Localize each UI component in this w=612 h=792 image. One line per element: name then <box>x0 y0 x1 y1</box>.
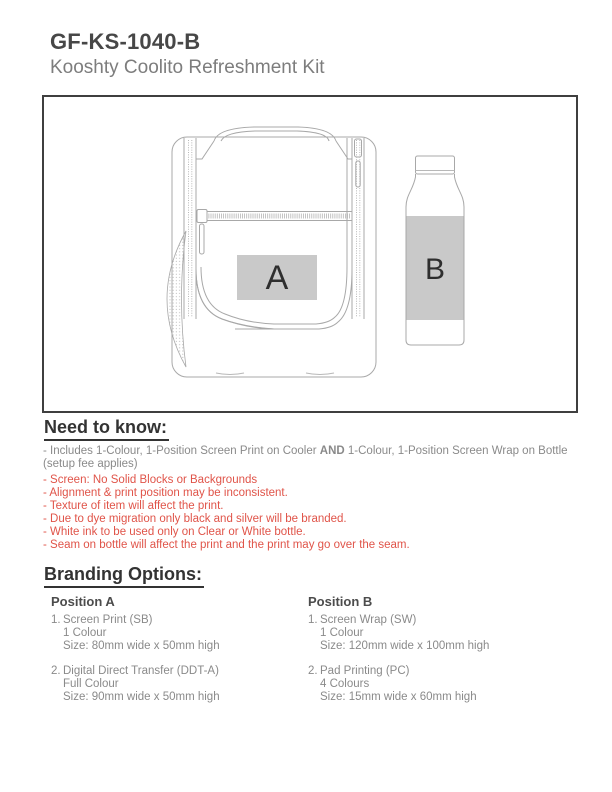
warning-line: - Screen: No Solid Blocks or Backgrounds <box>43 474 258 486</box>
product-name: Kooshty Coolito Refreshment Kit <box>50 57 325 78</box>
warning-line: - Texture of item will affect the print. <box>43 500 224 513</box>
option-number: 2. <box>308 664 318 677</box>
option-method: Screen Wrap (SW) <box>320 614 417 626</box>
option-number: 2. <box>51 664 61 677</box>
option-method: Screen Print (SB) <box>63 614 153 626</box>
product-code: GF-KS-1040-B <box>50 29 201 54</box>
branding-option <box>51 614 301 654</box>
option-size: Size: 90mm wide x 50mm high <box>63 691 220 704</box>
option-size: Size: 120mm wide x 100mm high <box>320 640 490 653</box>
option-size: Size: 15mm wide x 60mm high <box>320 691 477 704</box>
zipper-pull-right <box>355 139 362 157</box>
warning-line: - Due to dye migration only black and silver will be branded. <box>43 513 347 526</box>
position-a-title: Position A <box>51 594 115 609</box>
option-number: 1. <box>51 614 61 626</box>
bottle-cap <box>416 156 455 174</box>
option-method: Digital Direct Transfer (DDT-A) <box>63 664 219 677</box>
option-size: Size: 80mm wide x 50mm high <box>63 640 220 653</box>
warning-line: - Seam on bottle will affect the print and the print may go over the seam. <box>43 539 410 552</box>
position-b-letter: B <box>424 253 446 286</box>
warning-list <box>43 474 583 553</box>
warning-line: - Alignment & print position may be inconsistent. <box>43 487 288 500</box>
option-colours: Full Colour <box>63 677 119 690</box>
zipper-slider <box>197 210 207 223</box>
intro-text-pre: - Includes 1-Colour, 1-Position Screen Print on Cooler <box>43 445 320 457</box>
need-to-know-heading: Need to know: <box>44 417 169 441</box>
branding-column-position-b <box>308 594 558 704</box>
position-b-title: Position B <box>308 594 373 609</box>
option-colours: 1 Colour <box>320 627 364 640</box>
cooler-bag-drawing <box>167 127 376 377</box>
branding-options-heading: Branding Options: <box>44 564 204 588</box>
option-number: 1. <box>308 614 318 626</box>
branding-option <box>308 614 558 654</box>
warning-line: - White ink to be used only on Clear or White bottle. <box>43 526 306 539</box>
branding-column-position-a <box>51 594 301 704</box>
product-illustration-box <box>42 95 578 413</box>
print-area-a <box>237 255 317 300</box>
option-colours: 1 Colour <box>63 627 107 640</box>
print-area-b <box>407 216 464 320</box>
intro-text-post: 1-Colour, 1-Position Screen Wrap on Bottle (setup fee applies) <box>43 445 568 471</box>
need-to-know-intro <box>43 445 583 472</box>
branding-option <box>308 665 558 705</box>
branding-option <box>51 665 301 705</box>
option-method: Pad Printing (PC) <box>320 664 410 677</box>
intro-text-bold: AND <box>319 445 345 457</box>
product-line-art <box>44 97 576 411</box>
position-a-letter: A <box>265 259 289 297</box>
option-colours: 4 Colours <box>320 677 370 690</box>
